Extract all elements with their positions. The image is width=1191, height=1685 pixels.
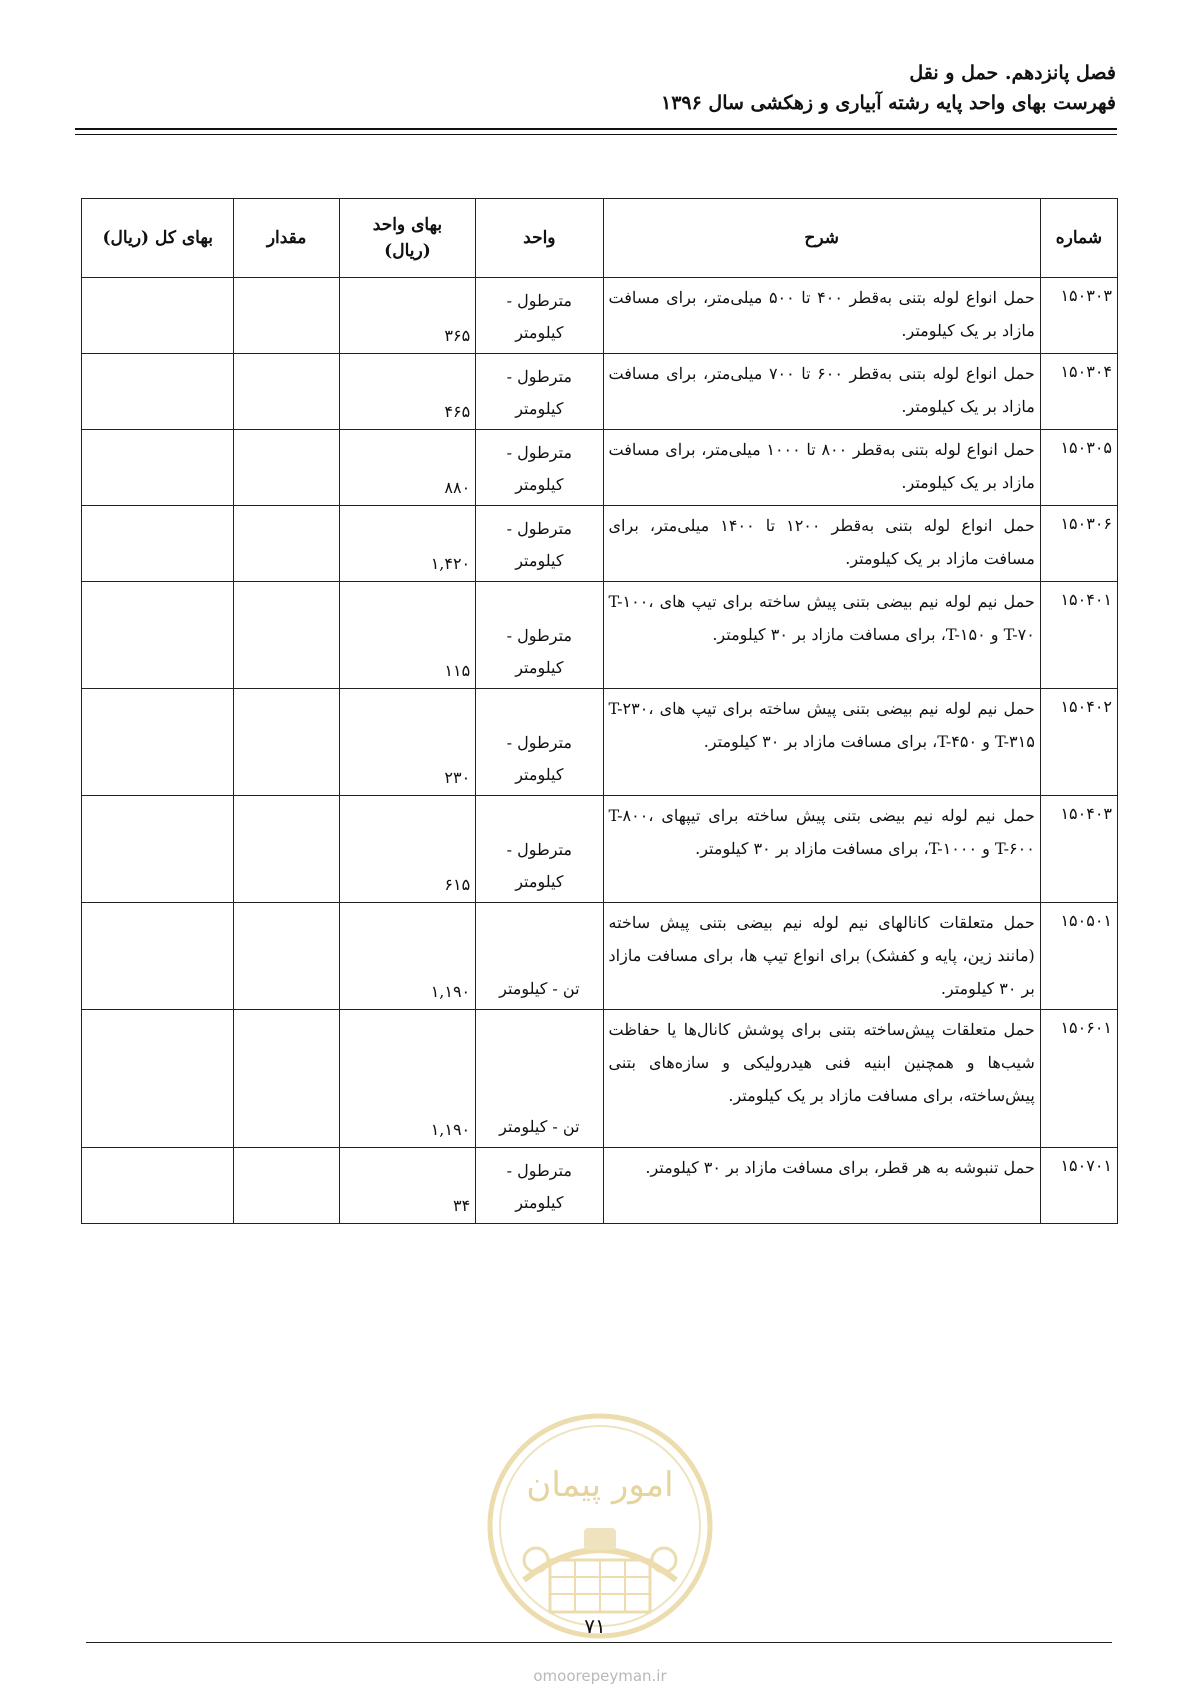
item-unit-line: مترطول -: [506, 733, 572, 752]
item-unit: [476, 796, 603, 903]
header-quantity: مقدار: [234, 199, 339, 278]
item-number: ۱۵۰۳۰۶: [1040, 506, 1117, 582]
item-unit-price: ۱,۴۲۰: [339, 506, 475, 582]
item-number: ۱۵۰۴۰۱: [1040, 582, 1117, 689]
item-description: حمل نیم لوله نیم بیضی بتنی پیش ساخته برای تیپ های T-۱۰۰، T-۷۰ و T-۱۵۰، برای مسافت مازاد بر ۳۰ کیلومتر.: [603, 582, 1040, 689]
table-row: [82, 582, 1118, 689]
item-unit-price: ۳۴: [339, 1148, 475, 1224]
item-quantity: [234, 278, 339, 354]
price-list-table: [81, 198, 1118, 1224]
item-quantity: [234, 354, 339, 430]
item-total-price: [82, 278, 234, 354]
header-unit-price: [339, 199, 475, 278]
item-unit-line: کیلومتر: [515, 551, 564, 570]
item-number: ۱۵۰۶۰۱: [1040, 1010, 1117, 1148]
item-unit-line: مترطول -: [506, 367, 572, 386]
header-rule-thick: [75, 128, 1117, 130]
watermark-stamp-icon: [484, 1410, 716, 1642]
item-unit: [476, 278, 603, 354]
item-quantity: [234, 796, 339, 903]
item-unit-price: ۳۶۵: [339, 278, 475, 354]
item-unit-line: تن - کیلومتر: [499, 979, 580, 998]
header-number: شماره: [1040, 199, 1117, 278]
item-quantity: [234, 1148, 339, 1224]
chapter-title: فصل پانزدهم. حمل و نقل: [909, 62, 1116, 84]
header-unit-price-title: بهای واحد: [372, 215, 443, 235]
item-description: حمل انواع لوله بتنی به‌قطر ۸۰۰ تا ۱۰۰۰ میلی‌متر، برای مسافت مازاد بر یک کیلومتر.: [603, 430, 1040, 506]
item-description: حمل انواع لوله بتنی به‌قطر ۱۲۰۰ تا ۱۴۰۰ میلی‌متر، برای مسافت مازاد بر یک کیلومتر.: [603, 506, 1040, 582]
item-number: ۱۵۰۴۰۲: [1040, 689, 1117, 796]
item-number: ۱۵۰۴۰۳: [1040, 796, 1117, 903]
item-description: حمل انواع لوله بتنی به‌قطر ۴۰۰ تا ۵۰۰ میلی‌متر، برای مسافت مازاد بر یک کیلومتر.: [603, 278, 1040, 354]
table-row: [82, 506, 1118, 582]
item-unit: [476, 430, 603, 506]
item-unit-line: کیلومتر: [515, 872, 564, 891]
item-unit-line: کیلومتر: [515, 658, 564, 677]
document-subtitle: فهرست بهای واحد پایه رشته آبیاری و زهکشی سال ۱۳۹۶: [660, 92, 1116, 114]
header-description: شرح: [603, 199, 1040, 278]
item-number: ۱۵۰۳۰۴: [1040, 354, 1117, 430]
item-description: حمل نیم لوله نیم بیضی بتنی پیش ساخته برای تیپ های T-۲۳۰، T-۳۱۵ و T-۴۵۰، برای مسافت مازاد بر ۳۰ کیلومتر.: [603, 689, 1040, 796]
item-unit-line: کیلومتر: [515, 1193, 564, 1212]
item-unit: [476, 1148, 603, 1224]
item-total-price: [82, 354, 234, 430]
item-description: حمل انواع لوله بتنی به‌قطر ۶۰۰ تا ۷۰۰ میلی‌متر، برای مسافت مازاد بر یک کیلومتر.: [603, 354, 1040, 430]
stamp-text: امور پیمان: [526, 1465, 674, 1505]
item-unit-price: ۱,۱۹۰: [339, 903, 475, 1010]
header-rule-thin: [75, 134, 1117, 135]
item-number: ۱۵۰۳۰۳: [1040, 278, 1117, 354]
table-row: [82, 1010, 1118, 1148]
table-row: [82, 903, 1118, 1010]
item-quantity: [234, 1010, 339, 1148]
item-unit-line: کیلومتر: [515, 323, 564, 342]
item-unit-price: ۱۱۵: [339, 582, 475, 689]
item-description: حمل متعلقات کانالهای نیم لوله نیم بیضی بتنی پیش ساخته (مانند زین، پایه و کفشک) برای انواع تیپ ها، برای مسافت مازاد بر ۳۰ کیلومتر.: [603, 903, 1040, 1010]
item-unit-line: کیلومتر: [515, 765, 564, 784]
table-row: [82, 1148, 1118, 1224]
table-header-row: [82, 199, 1118, 278]
header-unit-price-currency: (ریال): [384, 241, 431, 261]
item-number: ۱۵۰۷۰۱: [1040, 1148, 1117, 1224]
item-unit-price: ۴۶۵: [339, 354, 475, 430]
item-unit-line: مترطول -: [506, 1161, 572, 1180]
table-row: [82, 689, 1118, 796]
header-total-price: بهای کل (ریال): [82, 199, 234, 278]
item-unit-line: مترطول -: [506, 840, 572, 859]
item-unit-price: ۲۳۰: [339, 689, 475, 796]
watermark-url: omoorepeyman.ir: [533, 1667, 667, 1685]
item-unit-line: تن - کیلومتر: [499, 1117, 580, 1136]
item-description: حمل متعلقات پیش‌ساخته بتنی برای پوشش کانال‌ها یا حفاظت شیب‌ها و همچنین ابنیه فنی هیدرولیکی و سازه‌های بتنی پیش‌ساخته، برای مسافت مازاد بر یک کیلومتر.: [603, 1010, 1040, 1148]
item-unit: [476, 1010, 603, 1148]
item-unit: [476, 689, 603, 796]
table-row: [82, 430, 1118, 506]
item-total-price: [82, 430, 234, 506]
item-total-price: [82, 506, 234, 582]
item-total-price: [82, 582, 234, 689]
item-unit-line: مترطول -: [506, 626, 572, 645]
item-number: ۱۵۰۵۰۱: [1040, 903, 1117, 1010]
table-row: [82, 278, 1118, 354]
item-total-price: [82, 689, 234, 796]
header-unit: واحد: [476, 199, 603, 278]
item-quantity: [234, 582, 339, 689]
item-description: حمل تنبوشه به هر قطر، برای مسافت مازاد بر ۳۰ کیلومتر.: [603, 1148, 1040, 1224]
item-unit: [476, 582, 603, 689]
item-unit-price: ۸۸۰: [339, 430, 475, 506]
footer-rule: [86, 1642, 1112, 1643]
item-quantity: [234, 430, 339, 506]
item-description: حمل نیم لوله نیم بیضی بتنی پیش ساخته برای تیپهای T-۸۰۰، T-۶۰۰ و T-۱۰۰۰، برای مسافت مازاد بر ۳۰ کیلومتر.: [603, 796, 1040, 903]
item-unit-line: مترطول -: [506, 443, 572, 462]
item-quantity: [234, 506, 339, 582]
item-total-price: [82, 1148, 234, 1224]
item-unit: [476, 354, 603, 430]
page-header: [75, 58, 1116, 118]
item-quantity: [234, 689, 339, 796]
item-total-price: [82, 1010, 234, 1148]
item-unit-line: مترطول -: [506, 291, 572, 310]
item-quantity: [234, 903, 339, 1010]
item-unit-line: کیلومتر: [515, 399, 564, 418]
item-total-price: [82, 796, 234, 903]
page-number: ۷۱: [584, 1614, 606, 1638]
item-unit-price: ۱,۱۹۰: [339, 1010, 475, 1148]
item-unit-line: کیلومتر: [515, 475, 564, 494]
item-unit-price: ۶۱۵: [339, 796, 475, 903]
item-unit-line: مترطول -: [506, 519, 572, 538]
table-row: [82, 354, 1118, 430]
item-total-price: [82, 903, 234, 1010]
item-number: ۱۵۰۳۰۵: [1040, 430, 1117, 506]
item-unit: [476, 903, 603, 1010]
item-unit: [476, 506, 603, 582]
table-row: [82, 796, 1118, 903]
